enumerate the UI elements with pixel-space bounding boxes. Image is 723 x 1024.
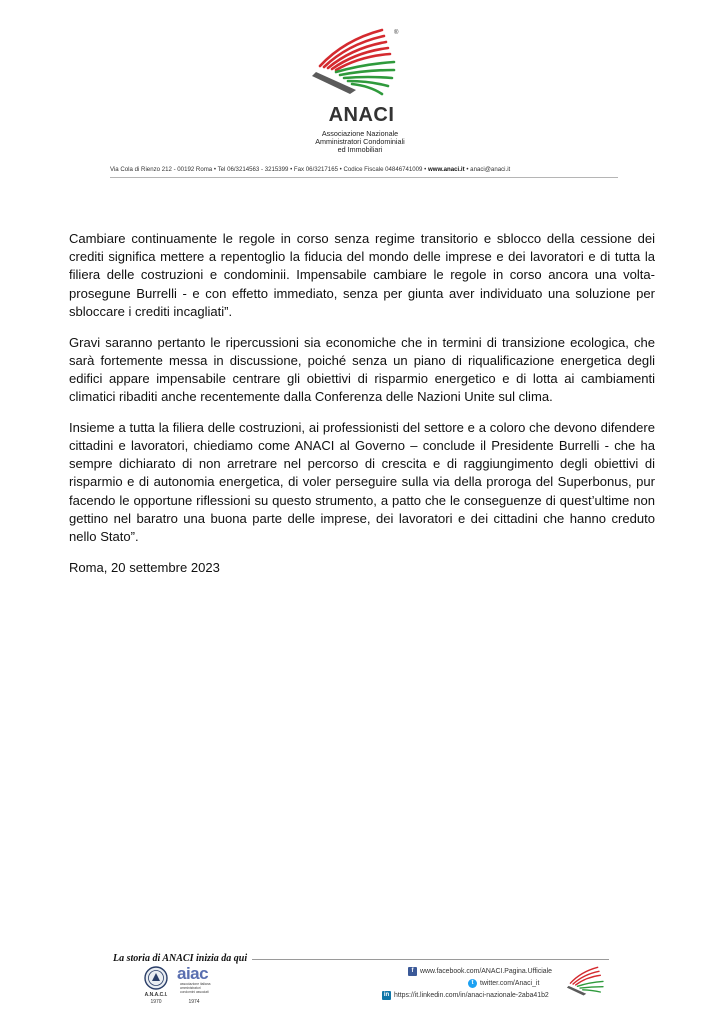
linkedin-url[interactable]: https://it.linkedin.com/in/anaci-nazionale-2aba41b2 bbox=[394, 992, 549, 999]
anaci-logo bbox=[310, 20, 410, 102]
twitter-icon: t bbox=[468, 979, 477, 988]
brand-name: ANACI bbox=[328, 104, 395, 126]
anaci-seal-icon bbox=[144, 966, 168, 990]
contact-line bbox=[110, 166, 618, 173]
facebook-link[interactable] bbox=[408, 967, 552, 976]
contact-address: Via Cola di Rienzo 212 - 00192 Roma • Tel 06/3214563 - 3215399 • Fax 06/3217165 • Codice Fiscale 04846741009 • bbox=[110, 166, 428, 173]
twitter-link[interactable] bbox=[468, 979, 539, 988]
paragraph-2: Gravi saranno pertanto le ripercussioni sia economiche che in termini di transizione ecologica, che sarà fortemente messa in discussione, poiché senza un piano di riqualificazione energetica degli edifici appare impensabile centrare gli obiettivi di risparmio energetico e di lotta ai cambiamenti climatici ribaditi anche recentemente dalla Conferenza delle Nazioni Unite sul clima. bbox=[69, 334, 655, 405]
linkedin-icon: in bbox=[383, 992, 390, 998]
aiac-year: 1974 bbox=[188, 999, 200, 1005]
twitter-url[interactable]: twitter.com/Anaci_it bbox=[480, 980, 540, 987]
website-link[interactable]: www.anaci.it bbox=[427, 166, 465, 173]
facebook-icon: f bbox=[408, 967, 417, 976]
paragraph-3: Insieme a tutta la filiera delle costruzioni, ai professionisti del settore e a coloro che devono difendere cittadini e lavoratori, chiediamo come ANACI al Governo – conclude il Presidente Burrelli - che ha sempre dichiarato di non arretrare nel percorso di crescita e di raggiungimento degli obiettivi di risparmio e di autonomia energetica, di voler perseguire sulla via della proroga del Superbonus, pur facendo le opportune riflessioni su questo strumento, a patto che le conseguenze di quest’ultime non gettino nel baratro una buona parte delle imprese, dei lavoratori e dei cittadini che hanno creduto nello Stato”. bbox=[69, 419, 655, 545]
date-line: Roma, 20 settembre 2023 bbox=[69, 559, 220, 575]
footer-slogan: La storia di ANACI inizia da qui bbox=[113, 953, 248, 964]
anaci-small-logo bbox=[566, 962, 610, 1000]
footer-divider bbox=[252, 959, 609, 960]
linkedin-link[interactable] bbox=[382, 991, 549, 1000]
anaci-year: 1970 bbox=[150, 999, 162, 1005]
aiac-logo: aiac bbox=[177, 964, 209, 983]
aiac-subtitle: associazione italiana amministratori condomini associati bbox=[180, 982, 211, 994]
association-name: Associazione Nazionale Amministratori Condominiali ed Immobiliari bbox=[315, 129, 405, 155]
press-release-body bbox=[69, 230, 655, 589]
paragraph-1: Cambiare continuamente le regole in corso senza regime transitorio e sblocco della cessione dei crediti significa mettere a repentoglio la fiducia del mondo delle imprese e dei lavoratori e di tutta la filiera delle costruzioni e condominii. Impensabile cambiare le regole in corso ancora una volta- prosegune Burrelli - e con effetto immediato, senza per giunta aver individuato una soluzione per sbloccare i crediti incagliati”. bbox=[69, 231, 655, 319]
email-link[interactable]: • anaci@anaci.it bbox=[464, 166, 511, 173]
facebook-url[interactable]: www.facebook.com/ANACI.Pagina.Ufficiale bbox=[420, 968, 553, 975]
header-divider bbox=[110, 177, 618, 178]
anaci-seal-label: A.N.A.C.I. bbox=[144, 992, 168, 998]
svg-text:®: ® bbox=[394, 30, 399, 36]
